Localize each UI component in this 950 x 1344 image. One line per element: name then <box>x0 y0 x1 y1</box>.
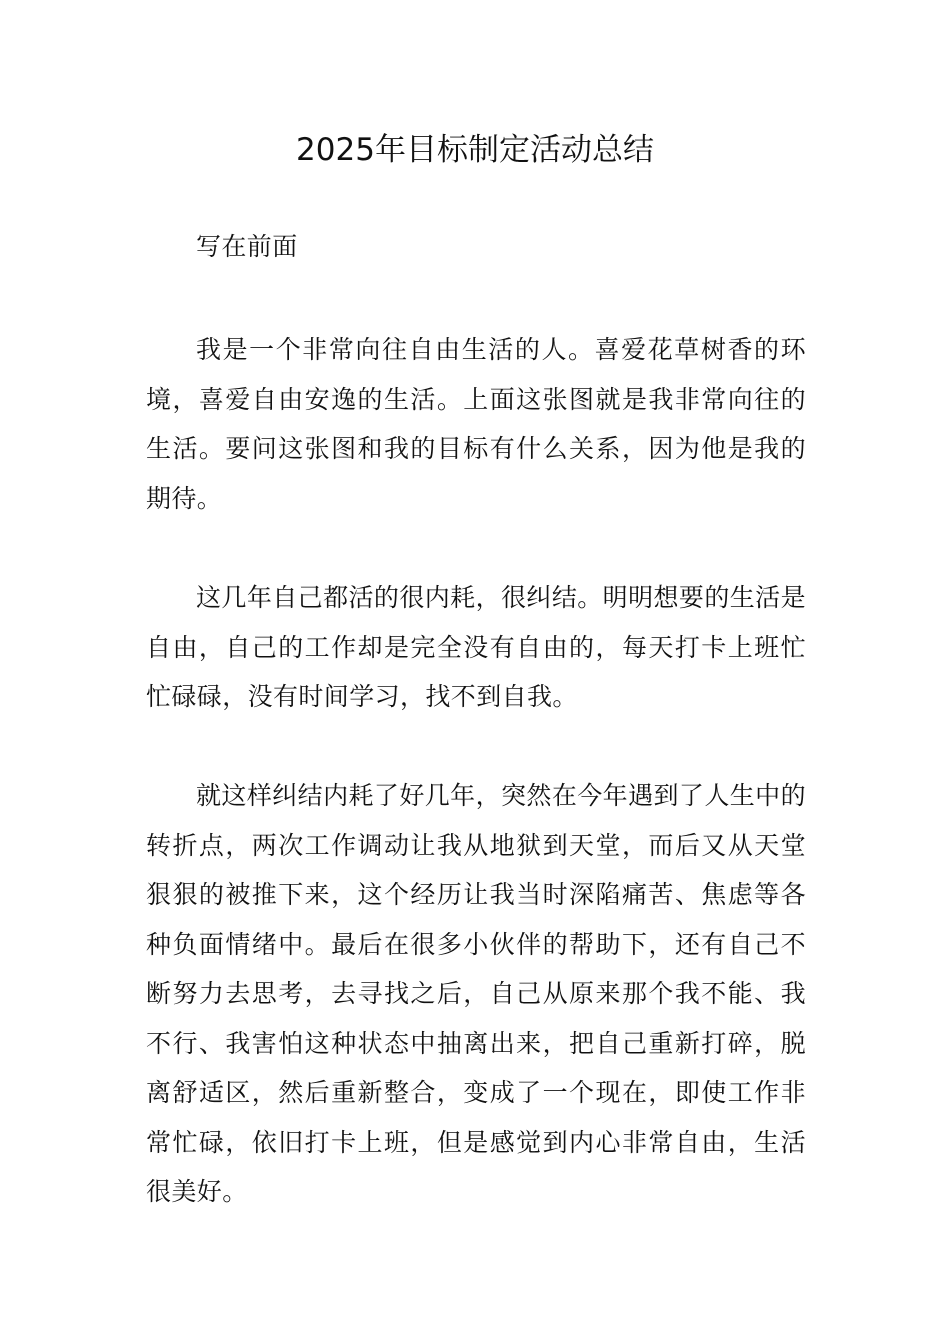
paragraph-3: 就这样纠结内耗了好几年，突然在今年遇到了人生中的转折点，两次工作调动让我从地狱到天堂，而后又从天堂狠狠的被推下来，这个经历让我当时深陷痛苦、焦虑等各种负面情绪中。最后在很多小伙伴的帮助下，还有自己不断努力去思考，去寻找之后，自己从原来那个我不能、我不行、我害怕这种状态中抽离出来，把自己重新打碎，脱离舒适区，然后重新整合，变成了一个现在，即使工作非常忙碌，依旧打卡上班，但是感觉到内心非常自由，生活很美好。 <box>146 781 806 1206</box>
document-title: 2025年目标制定活动总结 <box>296 132 654 168</box>
section-heading: 写在前面 <box>196 232 298 261</box>
paragraph-2: 这几年自己都活的很内耗，很纠结。明明想要的生活是自由，自己的工作却是完全没有自由的，每天打卡上班忙忙碌碌，没有时间学习，找不到自我。 <box>146 583 806 711</box>
paragraph-1: 我是一个非常向往自由生活的人。喜爱花草树香的环境，喜爱自由安逸的生活。上面这张图就是我非常向往的生活。要问这张图和我的目标有什么关系，因为他是我的期待。 <box>146 335 806 513</box>
